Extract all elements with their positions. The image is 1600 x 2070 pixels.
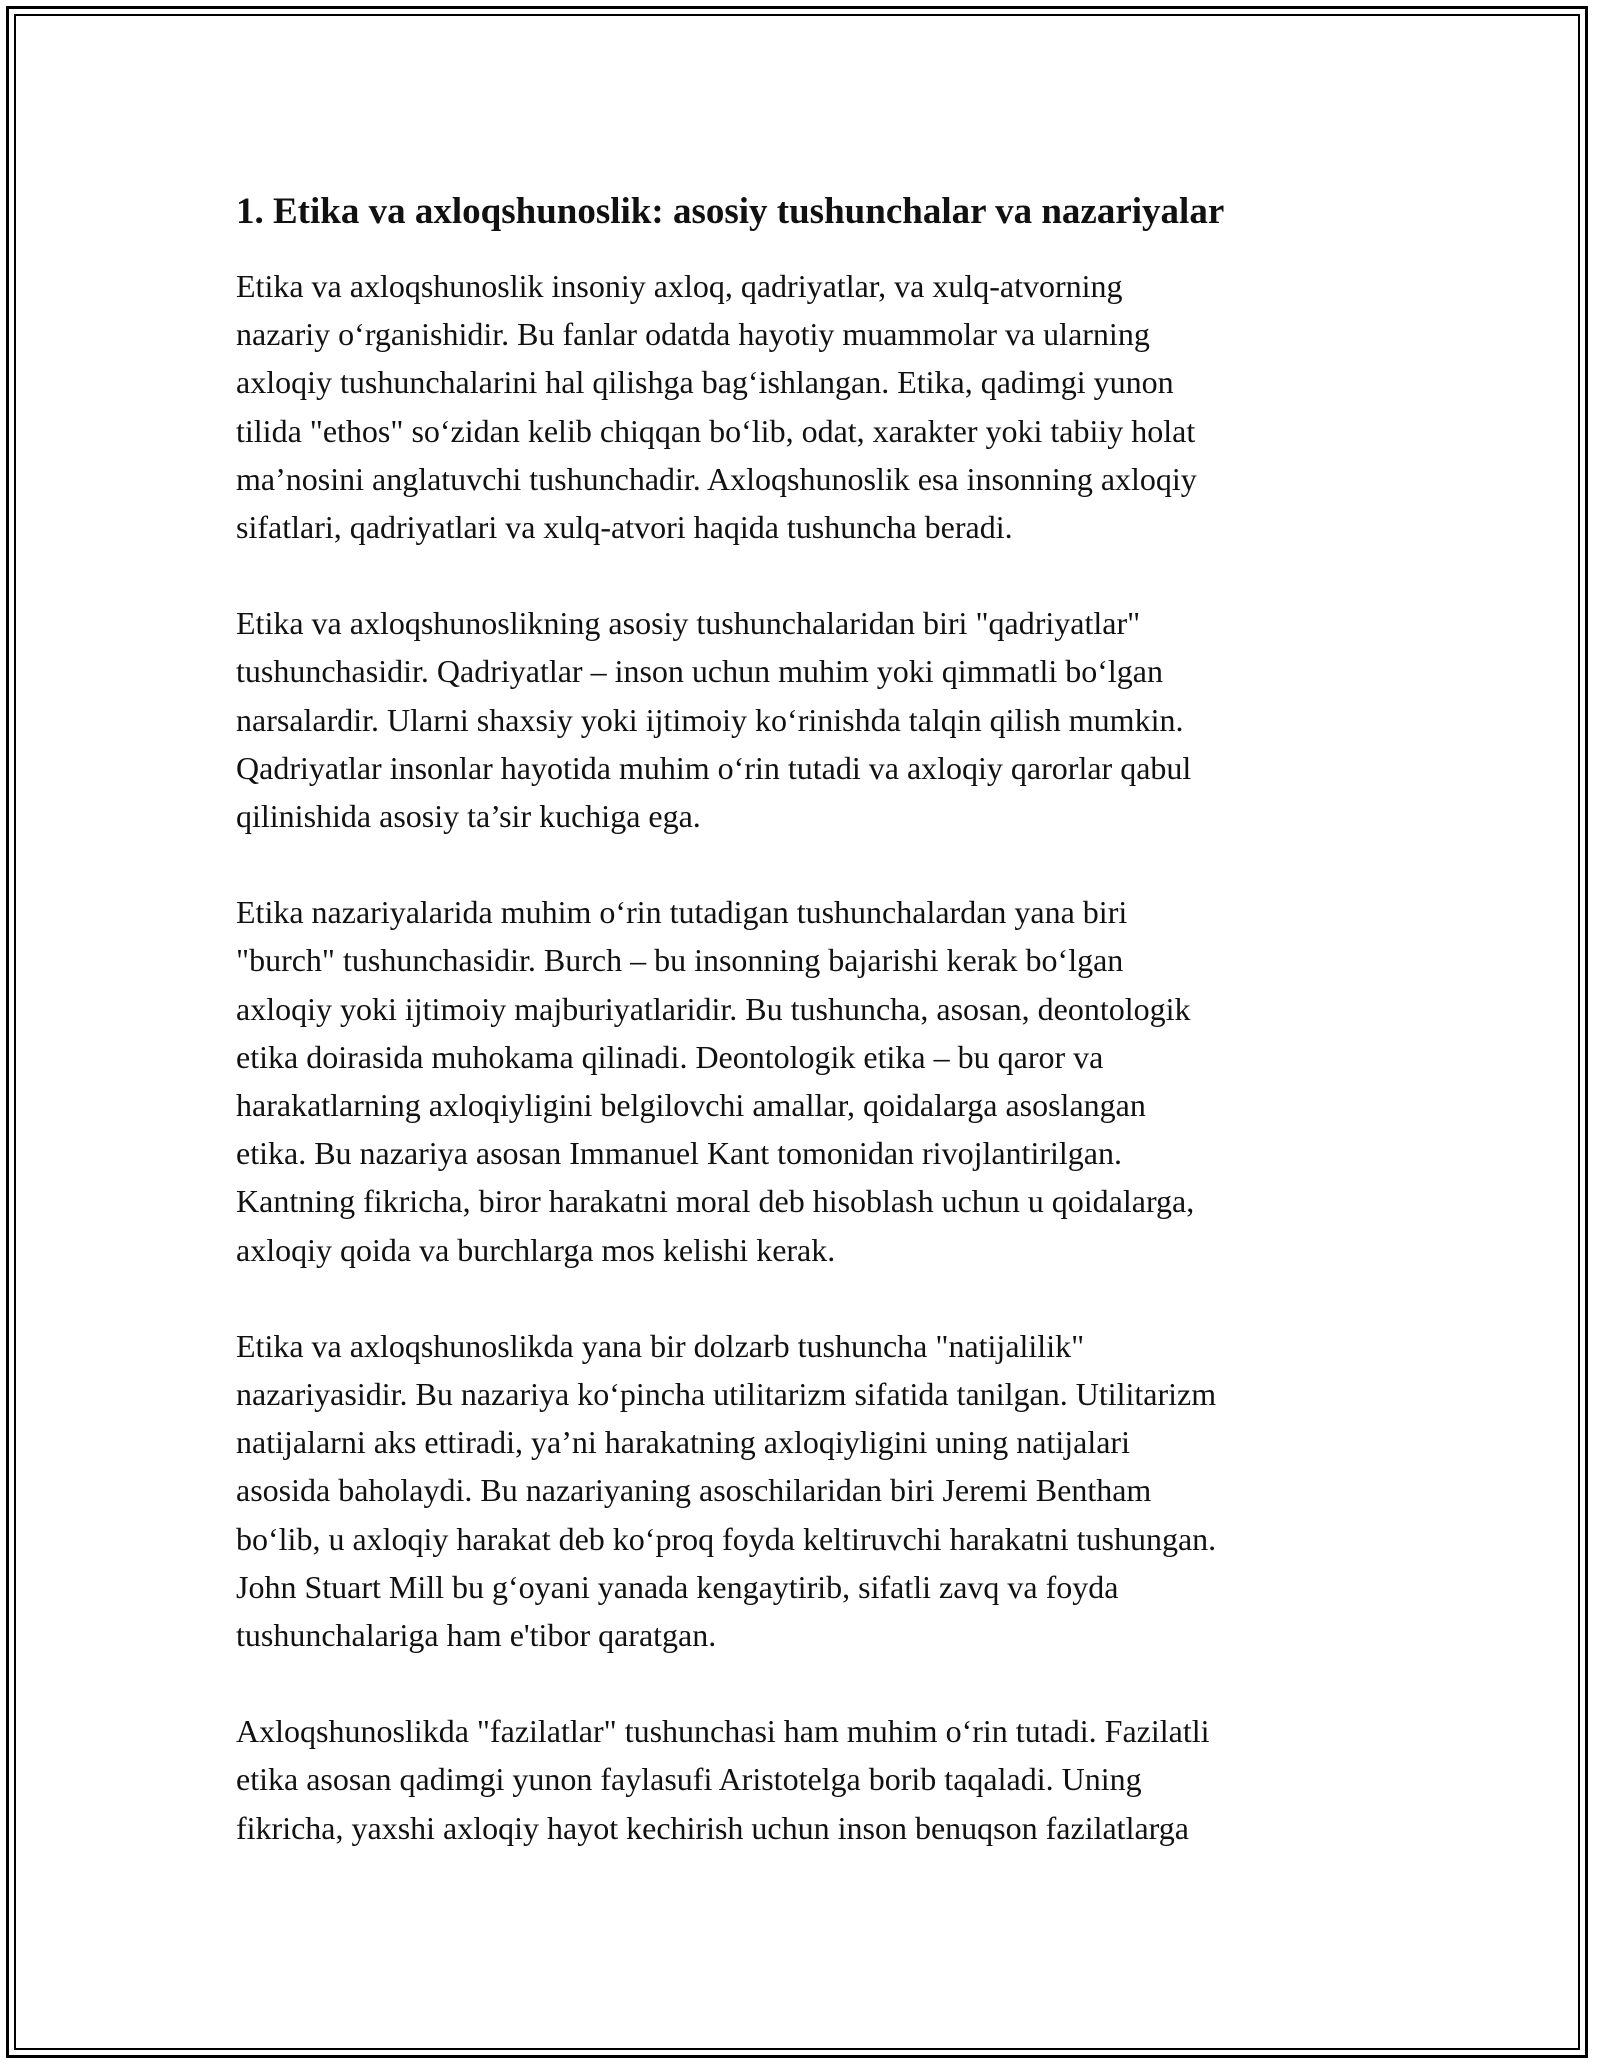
paragraph-line: tilida "ethos" so‘zidan kelib chiqqan bo‘lib, odat, xarakter yoki tabiiy holat <box>236 412 1196 449</box>
paragraph-line: Axloqshunoslikda "fazilatlar" tushunchasi ham muhim o‘rin tutadi. Fazilatli <box>236 1713 1210 1750</box>
paragraph <box>236 262 1376 551</box>
paragraph-line: harakatlarning axloqiyligini belgilovchi amallar, qoidalarga asoslangan <box>236 1087 1146 1124</box>
paragraph-line: ma’nosini anglatuvchi tushunchadir. Axloqshunoslik esa insonning axloqiy <box>236 460 1197 497</box>
paragraph <box>236 1707 1376 1852</box>
paragraph-line: nazariy o‘rganishidir. Bu fanlar odatda hayotiy muammolar va ularning <box>236 316 1150 353</box>
paragraph-line: etika asosan qadimgi yunon faylasufi Aristotelga borib taqaladi. Uning <box>236 1761 1142 1798</box>
paragraph-line: etika doirasida muhokama qilinadi. Deontologik etika – bu qaror va <box>236 1038 1104 1075</box>
paragraph <box>236 599 1376 840</box>
paragraph-line: asosida baholaydi. Bu nazariyaning asoschilaridan biri Jeremi Bentham <box>236 1472 1152 1509</box>
paragraph-line: sifatlari, qadriyatlari va xulq-atvori haqida tushuncha beradi. <box>236 509 1013 546</box>
paragraph-line: Qadriyatlar insonlar hayotida muhim o‘rin tutadi va axloqiy qarorlar qabul <box>236 749 1192 786</box>
paragraph-line: Etika va axloqshunoslikda yana bir dolzarb tushuncha "natijalilik" <box>236 1327 1085 1364</box>
paragraph <box>236 1322 1376 1659</box>
paragraph-line: tushunchalariga ham e'tibor qaratgan. <box>236 1617 717 1654</box>
paragraph-line: qilinishida asosiy ta’sir kuchiga ega. <box>236 798 701 835</box>
paragraph-line: nazariyasidir. Bu nazariya ko‘pincha utilitarizm sifatida tanilgan. Utilitarizm <box>236 1376 1217 1413</box>
paragraph-line: Etika nazariyalarida muhim o‘rin tutadigan tushunchalardan yana biri <box>236 894 1128 931</box>
document-title: 1. Etika va axloqshunoslik: asosiy tushunchalar va nazariyalar <box>236 191 1225 232</box>
paragraph-line: bo‘lib, u axloqiy harakat deb ko‘proq foyda keltiruvchi harakatni tushungan. <box>236 1520 1217 1557</box>
paragraph <box>236 888 1376 1274</box>
paragraph-line: axloqiy yoki ijtimoiy majburiyatlaridir. Bu tushuncha, asosan, deontologik <box>236 990 1191 1027</box>
paragraph-line: Etika va axloqshunoslikning asosiy tushunchalaridan biri "qadriyatlar" <box>236 605 1141 642</box>
paragraph-list <box>236 262 1376 1852</box>
paragraph-line: John Stuart Mill bu g‘oyani yanada kengaytirib, sifatli zavq va foyda <box>236 1568 1119 1605</box>
paragraph-line: axloqiy qoida va burchlarga mos kelishi kerak. <box>236 1231 836 1268</box>
paragraph-line: natijalarni aks ettiradi, ya’ni harakatning axloqiyligini uning natijalari <box>236 1424 1130 1461</box>
document-body <box>236 188 1376 1900</box>
paragraph-line: tushunchasidir. Qadriyatlar – inson uchun muhim yoki qimmatli bo‘lgan <box>236 653 1163 690</box>
paragraph-line: etika. Bu nazariya asosan Immanuel Kant tomonidan rivojlantirilgan. <box>236 1135 1122 1172</box>
paragraph-line: Kantning fikricha, biror harakatni moral deb hisoblash uchun u qoidalarga, <box>236 1183 1195 1220</box>
paragraph-line: "burch" tushunchasidir. Burch – bu insonning bajarishi kerak bo‘lgan <box>236 942 1124 979</box>
paragraph-line: axloqiy tushunchalarini hal qilishga bag‘ishlangan. Etika, qadimgi yunon <box>236 364 1174 401</box>
paragraph-line: narsalardir. Ularni shaxsiy yoki ijtimoiy ko‘rinishda talqin qilish mumkin. <box>236 701 1184 738</box>
paragraph-line: fikricha, yaxshi axloqiy hayot kechirish uchun inson benuqson fazilatlarga <box>236 1809 1189 1846</box>
paragraph-line: Etika va axloqshunoslik insoniy axloq, qadriyatlar, va xulq-atvorning <box>236 268 1123 304</box>
